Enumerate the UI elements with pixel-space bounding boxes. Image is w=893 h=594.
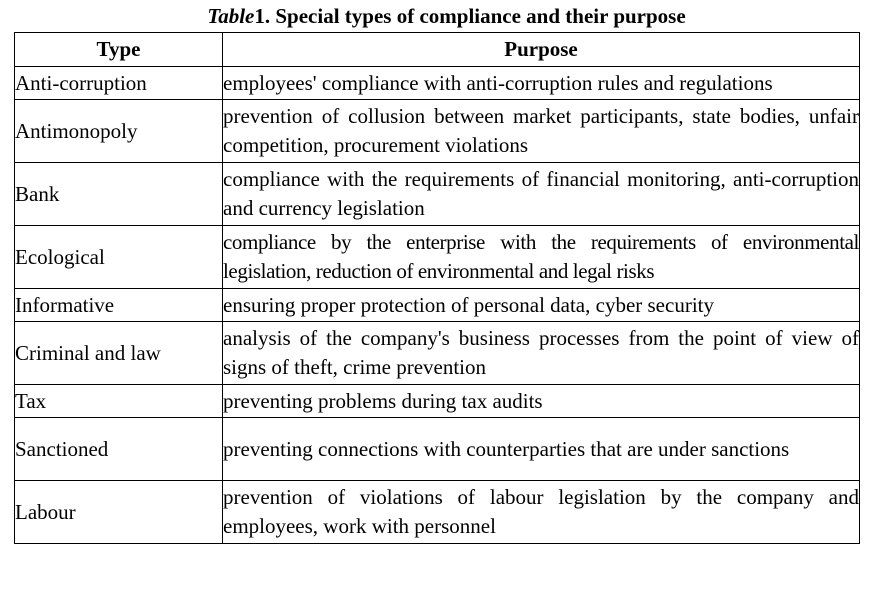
type-cell: Tax xyxy=(15,385,223,418)
type-cell: Ecological xyxy=(15,226,223,289)
caption-text: 1. Special types of compliance and their purpose xyxy=(254,4,686,28)
type-cell: Anti-corruption xyxy=(15,67,223,100)
purpose-cell: ensuring proper protection of personal data, cyber security xyxy=(223,289,860,322)
caption-label: Table xyxy=(207,4,255,28)
table-row xyxy=(15,385,860,418)
type-cell: Antimonopoly xyxy=(15,100,223,163)
type-cell: Criminal and law xyxy=(15,322,223,385)
header-type: Type xyxy=(15,33,223,67)
purpose-cell: prevention of violations of labour legislation by the company and employees, work with personnel xyxy=(223,481,860,544)
table-row xyxy=(15,322,860,385)
type-cell: Sanctioned xyxy=(15,418,223,481)
purpose-cell: compliance by the enterprise with the requirements of environmental legislation, reduction of environmental and legal risks xyxy=(223,226,860,289)
table-row xyxy=(15,100,860,163)
purpose-cell: preventing connections with counterparties that are under sanctions xyxy=(223,418,860,481)
purpose-cell: analysis of the company's business processes from the point of view of signs of theft, crime prevention xyxy=(223,322,860,385)
purpose-cell: employees' compliance with anti-corruption rules and regulations xyxy=(223,67,860,100)
table-row xyxy=(15,418,860,481)
header-purpose: Purpose xyxy=(223,33,860,67)
table-row xyxy=(15,163,860,226)
type-cell: Informative xyxy=(15,289,223,322)
table-caption xyxy=(0,3,893,29)
compliance-table xyxy=(14,32,860,544)
purpose-cell: prevention of collusion between market participants, state bodies, unfair competition, procurement violations xyxy=(223,100,860,163)
purpose-cell: preventing problems during tax audits xyxy=(223,385,860,418)
table-row xyxy=(15,481,860,544)
header-row xyxy=(15,33,860,67)
type-cell: Labour xyxy=(15,481,223,544)
purpose-cell: compliance with the requirements of financial monitoring, anti-corruption and currency legislation xyxy=(223,163,860,226)
table-row xyxy=(15,67,860,100)
table-row xyxy=(15,226,860,289)
type-cell: Bank xyxy=(15,163,223,226)
table-row xyxy=(15,289,860,322)
